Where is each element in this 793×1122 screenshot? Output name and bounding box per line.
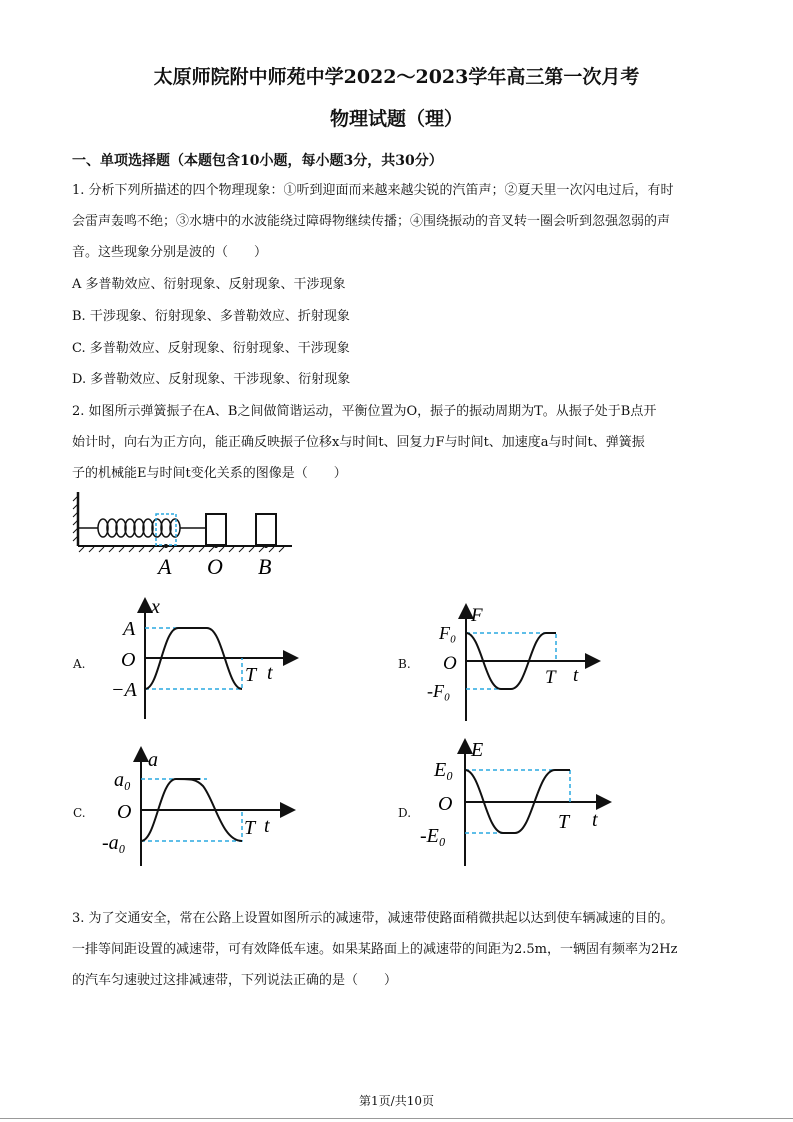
exam-subtitle: 物理试题（理）: [329, 108, 463, 130]
question-2-line: 2. 如图所示弹簧振子在A、B之间做简谐运动，平衡位置为O，振子的振动周期为T。从振子处于B点开: [72, 404, 657, 419]
question-3-line: 一排等间距设置的减速带，可有效降低车速。如果某路面上的减速带的间距为2.5m，一辆固有频率为2Hz: [72, 942, 678, 957]
svg-text:T: T: [558, 811, 570, 833]
svg-text:t: t: [573, 665, 579, 686]
footer-divider: [0, 1118, 793, 1119]
graph-b-option: B.: [398, 657, 411, 671]
svg-text:−A: −A: [111, 679, 137, 701]
svg-text:t: t: [264, 815, 270, 837]
question-1-line: 1. 分析下列所描述的四个物理现象：①听到迎面而来越来越尖锐的汽笛声；②夏天里一次闪电过后，有时: [72, 183, 674, 198]
question-1-line: 会雷声轰鸣不绝；③水塘中的水波能绕过障碍物继续传播；④围绕振动的音叉转一圈会听到忽强忽弱的声: [72, 214, 671, 229]
block-position-b: [256, 514, 276, 545]
question-3-line: 3. 为了交通安全，常在公路上设置如图所示的减速带，减速带使路面稍微拱起以达到使车辆减速的目的。: [72, 911, 674, 926]
graph-b[interactable]: [425, 603, 605, 723]
question-2: [72, 396, 722, 489]
svg-text:O: O: [438, 793, 453, 815]
question-2-line: 始计时，向右为正方向，能正确反映振子位移x与时间t、回复力F与时间t、加速度a与时间t、弹簧振: [72, 435, 645, 450]
question-1-line: 音。这些现象分别是波的（ ）: [72, 245, 268, 260]
option-d: D. 多普勒效应、反射现象、干涉现象、衍射现象: [72, 372, 351, 387]
question-3: [72, 903, 722, 996]
svg-text:T: T: [245, 664, 257, 686]
graph-a-option: A.: [73, 657, 86, 671]
exam-title: 太原师院附中师苑中学2022～2023学年高三第一次月考: [153, 66, 640, 88]
graph-c[interactable]: [100, 746, 300, 870]
graph-c-option: C.: [73, 806, 86, 820]
question-3-line: 的汽车匀速驶过这排减速带，下列说法正确的是（ ）: [72, 973, 398, 988]
option-c: C. 多普勒效应、反射现象、衍射现象、干涉现象: [72, 341, 350, 356]
graph-d[interactable]: [418, 738, 613, 868]
svg-text:a: a: [148, 749, 158, 771]
block-position-o: [206, 514, 226, 545]
label-o: O: [207, 554, 223, 579]
svg-text:T: T: [244, 817, 256, 839]
svg-text:-F₀: -F₀: [427, 681, 451, 701]
svg-text:F₀: F₀: [439, 623, 457, 643]
graph-d-option: D.: [398, 806, 412, 820]
svg-text:T: T: [545, 667, 556, 688]
svg-text:A: A: [123, 618, 136, 640]
svg-text:t: t: [592, 809, 598, 831]
option-b: B. 干涉现象、衍射现象、多普勒效应、折射现象: [72, 309, 350, 324]
question-1: [72, 175, 722, 268]
spring-coil: [78, 519, 206, 537]
svg-text:O: O: [121, 649, 136, 671]
svg-text:E₀: E₀: [434, 759, 454, 781]
svg-text:a₀: a₀: [114, 769, 131, 791]
question-2-line: 子的机械能E与时间t变化关系的图像是（ ）: [72, 466, 347, 481]
spring-oscillator-diagram: [70, 488, 300, 580]
svg-text:F: F: [471, 605, 483, 626]
section-heading: 一、单项选择题（本题包含10小题，每小题3分，共30分）: [72, 153, 443, 169]
svg-text:O: O: [443, 653, 457, 674]
svg-text:x: x: [151, 596, 160, 618]
page-number: 第1页/共10页: [359, 1094, 434, 1108]
graph-a[interactable]: [105, 593, 305, 723]
label-b: B: [258, 554, 272, 579]
svg-text:-E₀: -E₀: [420, 825, 446, 847]
option-a: A 多普勒效应、衍射现象、反射现象、干涉现象: [72, 277, 346, 292]
label-a: A: [158, 554, 172, 579]
svg-text:-a₀: -a₀: [102, 832, 126, 854]
svg-text:O: O: [117, 801, 132, 823]
svg-text:t: t: [267, 662, 273, 684]
svg-text:E: E: [471, 739, 484, 761]
